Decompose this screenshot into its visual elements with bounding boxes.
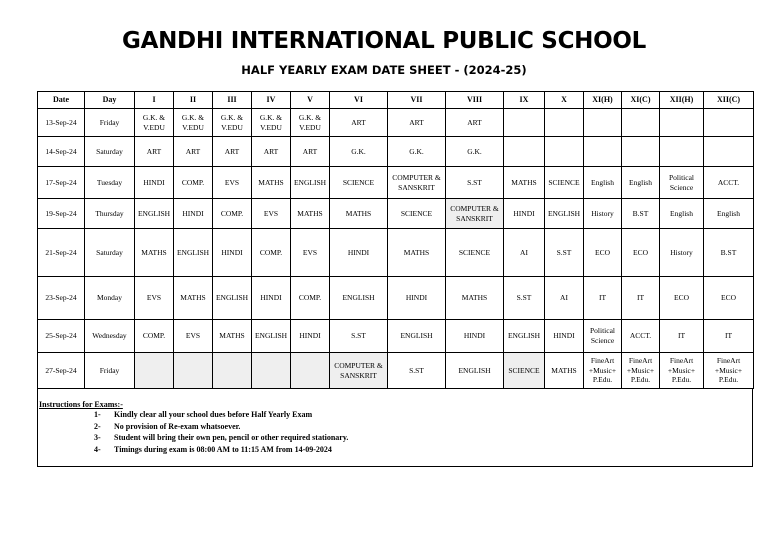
subject-cell: MATHS	[135, 229, 174, 277]
column-header: VII	[388, 92, 446, 109]
subject-cell	[545, 137, 584, 167]
subject-cell: MATHS	[213, 320, 252, 353]
date-cell: 17-Sep-24	[38, 167, 85, 199]
subject-cell: ENGLISH	[545, 199, 584, 229]
instruction-text: No provision of Re-exam whatsoever.	[114, 421, 241, 431]
column-header: XI(H)	[584, 92, 622, 109]
column-header: IV	[252, 92, 291, 109]
subject-cell: English	[622, 167, 660, 199]
subject-cell	[584, 137, 622, 167]
subject-cell: COMPUTER & SANSKRIT	[388, 167, 446, 199]
subject-cell: ART	[446, 109, 504, 137]
subject-cell	[252, 353, 291, 389]
subject-cell: G.K.	[330, 137, 388, 167]
subject-cell: G.K. & V.EDU	[213, 109, 252, 137]
instruction-item	[94, 433, 348, 445]
subject-cell: ENGLISH	[291, 167, 330, 199]
subject-cell: EVS	[291, 229, 330, 277]
subject-cell: MATHS	[388, 229, 446, 277]
subject-cell: HINDI	[291, 320, 330, 353]
subject-cell: HINDI	[213, 229, 252, 277]
subject-cell: G.K. & V.EDU	[252, 109, 291, 137]
subject-cell: FineArt +Music+ P.Edu.	[704, 353, 754, 389]
subject-cell	[504, 137, 545, 167]
subject-cell: ART	[388, 109, 446, 137]
day-cell: Saturday	[85, 229, 135, 277]
subject-cell: Political Science	[660, 167, 704, 199]
instruction-text: Kindly clear all your school dues before Half Yearly Exam	[114, 410, 313, 419]
subject-cell: History	[660, 229, 704, 277]
subject-cell: COMPUTER & SANSKRIT	[446, 199, 504, 229]
subject-cell: FineArt +Music+ P.Edu.	[660, 353, 704, 389]
subject-cell: COMP.	[174, 167, 213, 199]
table-row	[38, 277, 754, 320]
instruction-number: 1-	[94, 410, 101, 419]
day-cell: Friday	[85, 353, 135, 389]
table-row	[38, 109, 754, 137]
subject-cell: ART	[252, 137, 291, 167]
subject-cell: G.K.	[388, 137, 446, 167]
subject-cell: S.ST	[504, 277, 545, 320]
subject-cell: COMP.	[291, 277, 330, 320]
column-header: V	[291, 92, 330, 109]
subject-cell: ACCT.	[704, 167, 754, 199]
subject-cell	[660, 137, 704, 167]
subject-cell	[504, 109, 545, 137]
subject-cell	[135, 353, 174, 389]
instruction-item	[94, 445, 348, 457]
table-row	[38, 229, 754, 277]
subject-cell: HINDI	[174, 199, 213, 229]
subject-cell: MATHS	[446, 277, 504, 320]
subject-cell: COMPUTER & SANSKRIT	[330, 353, 388, 389]
subject-cell: SCIENCE	[446, 229, 504, 277]
column-header: VIII	[446, 92, 504, 109]
table-row	[38, 353, 754, 389]
subject-cell: SCIENCE	[504, 353, 545, 389]
subject-cell: ECO	[660, 277, 704, 320]
subject-cell: ART	[174, 137, 213, 167]
subject-cell: HINDI	[330, 229, 388, 277]
sheet-title: HALF YEARLY EXAM DATE SHEET - (2024-25)	[241, 63, 527, 77]
subject-cell: G.K.	[446, 137, 504, 167]
subject-cell: ECO	[704, 277, 754, 320]
day-cell: Monday	[85, 277, 135, 320]
subject-cell: FineArt +Music+ P.Edu.	[622, 353, 660, 389]
column-header: VI	[330, 92, 388, 109]
subject-cell	[584, 109, 622, 137]
date-cell: 14-Sep-24	[38, 137, 85, 167]
subject-cell: B.ST	[622, 199, 660, 229]
instructions-heading: Instructions for Exams:-	[39, 400, 123, 409]
subject-cell: MATHS	[545, 353, 584, 389]
table-row	[38, 167, 754, 199]
date-cell: 25-Sep-24	[38, 320, 85, 353]
subject-cell: HINDI	[135, 167, 174, 199]
day-cell: Thursday	[85, 199, 135, 229]
subject-cell: ECO	[584, 229, 622, 277]
subject-cell: IT	[660, 320, 704, 353]
date-sheet-table	[37, 91, 754, 389]
subject-cell: HINDI	[252, 277, 291, 320]
subject-cell: ENGLISH	[252, 320, 291, 353]
date-cell: 19-Sep-24	[38, 199, 85, 229]
date-cell: 23-Sep-24	[38, 277, 85, 320]
subject-cell: ENGLISH	[446, 353, 504, 389]
date-cell: 21-Sep-24	[38, 229, 85, 277]
subject-cell: AI	[504, 229, 545, 277]
subject-cell: ENGLISH	[213, 277, 252, 320]
day-cell: Wednesday	[85, 320, 135, 353]
subject-cell: ART	[291, 137, 330, 167]
subject-cell: B.ST	[704, 229, 754, 277]
subject-cell: ENGLISH	[504, 320, 545, 353]
subject-cell: ENGLISH	[330, 277, 388, 320]
subject-cell: G.K. & V.EDU	[135, 109, 174, 137]
subject-cell: HINDI	[504, 199, 545, 229]
instruction-number: 4-	[94, 444, 101, 454]
subject-cell: History	[584, 199, 622, 229]
instructions-box	[37, 388, 753, 467]
instruction-item	[94, 422, 348, 434]
subject-cell: English	[660, 199, 704, 229]
subject-cell: EVS	[213, 167, 252, 199]
subject-cell: MATHS	[330, 199, 388, 229]
subject-cell: MATHS	[291, 199, 330, 229]
subject-cell: ART	[330, 109, 388, 137]
column-header: I	[135, 92, 174, 109]
subject-cell: ACCT.	[622, 320, 660, 353]
subject-cell: FineArt +Music+ P.Edu.	[584, 353, 622, 389]
subject-cell	[291, 353, 330, 389]
subject-cell: S.ST	[545, 229, 584, 277]
subject-cell	[704, 137, 754, 167]
table-row	[38, 320, 754, 353]
header-row	[38, 92, 754, 109]
subject-cell: ART	[135, 137, 174, 167]
subject-cell: IT	[622, 277, 660, 320]
date-cell: 13-Sep-24	[38, 109, 85, 137]
subject-cell: IT	[584, 277, 622, 320]
subject-cell: English	[704, 199, 754, 229]
subject-cell: S.ST	[388, 353, 446, 389]
subject-cell: ENGLISH	[174, 229, 213, 277]
subject-cell: EVS	[174, 320, 213, 353]
subject-cell	[622, 137, 660, 167]
school-name: GANDHI INTERNATIONAL PUBLIC SCHOOL	[122, 28, 646, 54]
instruction-text: Student will bring their own pen, pencil or other required stationary.	[114, 433, 349, 442]
subject-cell	[213, 353, 252, 389]
instruction-text: Timings during exam is 08:00 AM to 11:15 AM from 14-09-2024	[114, 444, 332, 454]
subject-cell: COMP.	[135, 320, 174, 353]
column-header: Day	[85, 92, 135, 109]
subject-cell: G.K. & V.EDU	[174, 109, 213, 137]
subject-cell: SCIENCE	[388, 199, 446, 229]
subject-cell: ENGLISH	[135, 199, 174, 229]
column-header: Date	[38, 92, 85, 109]
day-cell: Tuesday	[85, 167, 135, 199]
instruction-item	[94, 410, 348, 422]
table-row	[38, 199, 754, 229]
subject-cell: EVS	[135, 277, 174, 320]
subject-cell: EVS	[252, 199, 291, 229]
subject-cell: COMP.	[252, 229, 291, 277]
column-header: X	[545, 92, 584, 109]
subject-cell: ENGLISH	[388, 320, 446, 353]
column-header: XII(H)	[660, 92, 704, 109]
subject-cell: S.ST	[330, 320, 388, 353]
subject-cell: IT	[704, 320, 754, 353]
subject-cell	[545, 109, 584, 137]
table-row	[38, 137, 754, 167]
column-header: XII(C)	[704, 92, 754, 109]
subject-cell: ECO	[622, 229, 660, 277]
column-header: III	[213, 92, 252, 109]
subject-cell: MATHS	[252, 167, 291, 199]
day-cell: Friday	[85, 109, 135, 137]
subject-cell: English	[584, 167, 622, 199]
subject-cell: HINDI	[388, 277, 446, 320]
subject-cell: AI	[545, 277, 584, 320]
date-cell: 27-Sep-24	[38, 353, 85, 389]
subject-cell: G.K. & V.EDU	[291, 109, 330, 137]
subject-cell: COMP.	[213, 199, 252, 229]
instructions-list	[94, 410, 348, 456]
column-header: IX	[504, 92, 545, 109]
subject-cell: Political Science	[584, 320, 622, 353]
subject-cell: MATHS	[174, 277, 213, 320]
subject-cell: SCIENCE	[545, 167, 584, 199]
subject-cell: ART	[213, 137, 252, 167]
column-header: II	[174, 92, 213, 109]
instruction-number: 2-	[94, 421, 101, 431]
column-header: XI(C)	[622, 92, 660, 109]
subject-cell: SCIENCE	[330, 167, 388, 199]
subject-cell	[704, 109, 754, 137]
subject-cell	[622, 109, 660, 137]
instruction-number: 3-	[94, 433, 101, 442]
subject-cell	[660, 109, 704, 137]
subject-cell	[174, 353, 213, 389]
subject-cell: S.ST	[446, 167, 504, 199]
subject-cell: HINDI	[545, 320, 584, 353]
day-cell: Saturday	[85, 137, 135, 167]
subject-cell: HINDI	[446, 320, 504, 353]
subject-cell: MATHS	[504, 167, 545, 199]
